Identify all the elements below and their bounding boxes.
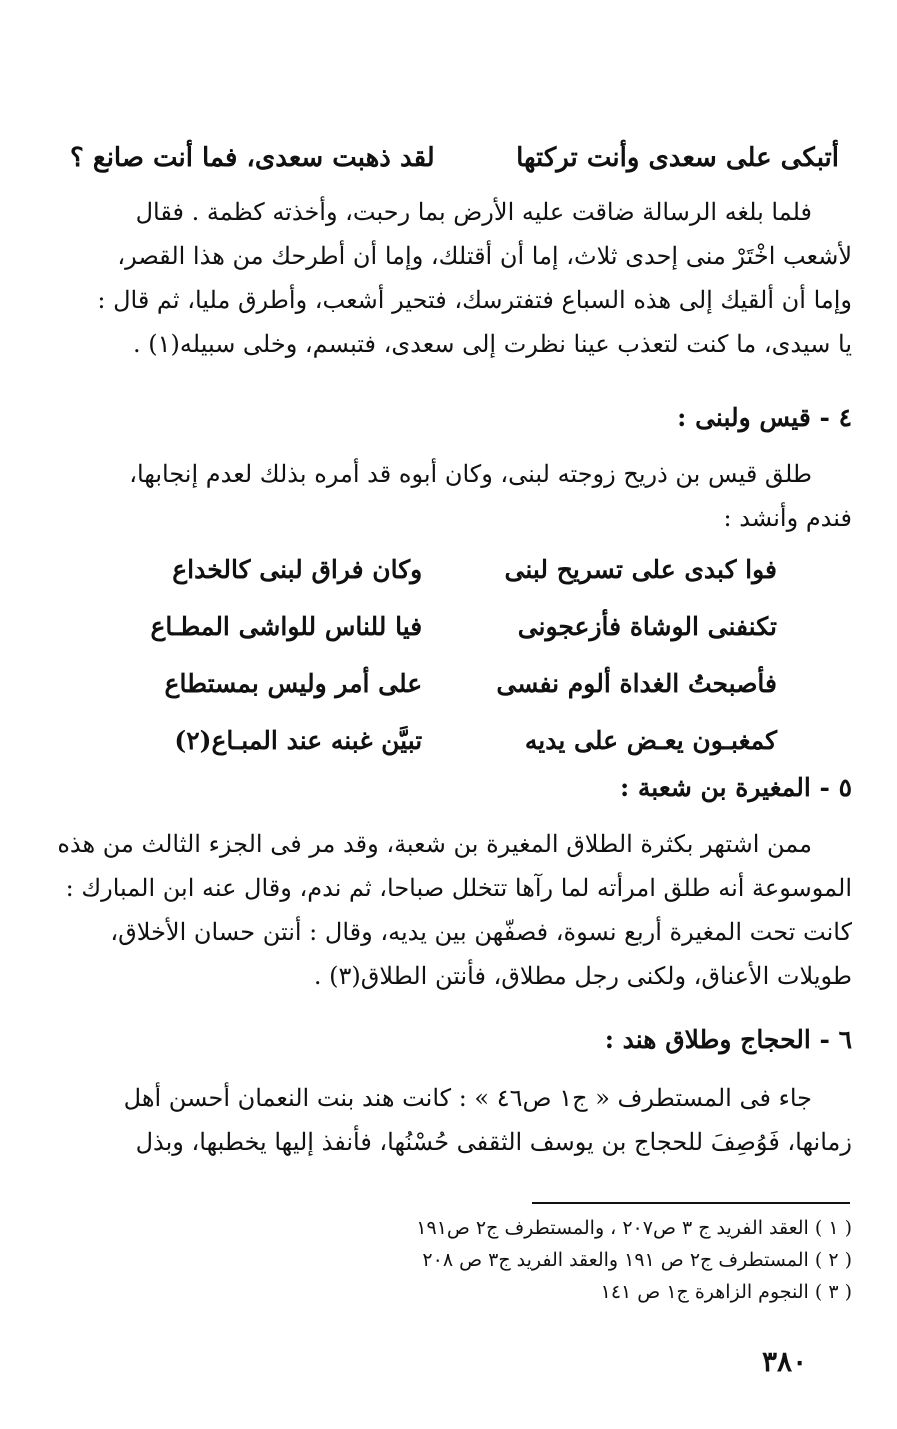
section-heading-6: ٦ - الحجاج وطلاق هند : [604, 1025, 852, 1054]
paragraph-qays [45, 452, 852, 540]
section-heading-5: ٥ - المغيرة بن شعبة : [619, 773, 852, 802]
poem-second-hemistich: تبيَّن غبنه عند المبـاع(٢) [174, 726, 423, 755]
footnote: ( ٣ ) النجوم الزاهرة ج١ ص ١٤١ [600, 1281, 852, 1303]
poem-verse [120, 664, 777, 721]
section-heading-4: ٤ - قيس ولبنى : [677, 403, 852, 432]
paragraph-line: طلق قيس بن ذريح زوجته لبنى، وكان أبوه قد أمره بذلك لعدم إنجابها، [129, 460, 812, 488]
poem-first-hemistich: تكنفنى الوشاة فأزعجونى [517, 612, 777, 641]
poem-second-hemistich: فيا للناس للواشى المطـاع [150, 612, 423, 641]
paragraph-line: لأشعب اخْتَرْ منى إحدى ثلاث، إما أن أقتلك، وإما أن أطرحك من هذا القصر، [117, 242, 852, 270]
paragraph-ashab [45, 190, 852, 366]
paragraph-line: الموسوعة أنه طلق امرأته لما رآها تتخلل صباحا، ثم ندم، وقال عنه ابن المبارك : [65, 874, 852, 902]
poem-verse [120, 607, 777, 664]
poem-verse [120, 550, 777, 607]
poem-second-hemistich: وكان فراق لبنى كالخداع [172, 555, 423, 584]
paragraph-line: طويلات الأعناق، ولكنى رجل مطلاق، فأنتن الطلاق(٣) . [313, 962, 852, 990]
poem [120, 550, 777, 778]
verse-first-hemistich: أتبكى على سعدى وأنت تركتها [516, 143, 839, 173]
paragraph-line: كانت تحت المغيرة أربع نسوة، فصفّهن بين يديه، وقال : أنتن حسان الأخلاق، [110, 918, 852, 946]
paragraph-line: ممن اشتهر بكثرة الطلاق المغيرة بن شعبة، وقد مر فى الجزء الثالث من هذه [57, 830, 812, 858]
paragraph-line: فندم وأنشد : [723, 504, 852, 532]
footnotes [300, 1212, 852, 1308]
poem-first-hemistich: كمغبـون يعـض على يديه [524, 726, 777, 755]
poem-second-hemistich: على أمر وليس بمستطاع [164, 669, 423, 698]
paragraph-line: زمانها، فَوُصِفَ للحجاج بن يوسف الثقفى حُسْنُها، فأنفذ إليها يخطبها، وبذل [135, 1128, 852, 1156]
footnote: ( ٢ ) المستطرف ج٢ ص ١٩١ والعقد الفريد ج٣ ص ٢٠٨ [422, 1249, 852, 1271]
page-number: ٣٨٠ [762, 1345, 808, 1378]
paragraph-line: فلما بلغه الرسالة ضاقت عليه الأرض بما رحبت، وأخذته كظمة . فقال [135, 198, 812, 226]
footnote: ( ١ ) العقد الفريد ج ٣ ص٢٠٧ ، والمستطرف ج٢ ص١٩١ [416, 1217, 852, 1239]
poem-first-hemistich: فأصبحتُ الغداة ألوم نفسى [496, 669, 777, 698]
paragraph-line: يا سيدى، ما كنت لتعذب عينا نظرت إلى سعدى، فتبسم، وخلى سبيله(١) . [133, 330, 852, 358]
paragraph-line: جاء فى المستطرف « ج١ ص٤٦ » : كانت هند بنت النعمان أحسن أهل [123, 1084, 812, 1112]
opening-verse [70, 138, 839, 178]
poem-first-hemistich: فوا كبدى على تسريح لبنى [504, 555, 777, 584]
footnote-separator [532, 1202, 850, 1204]
verse-second-hemistich: لقد ذهبت سعدى، فما أنت صانع ؟ [70, 143, 435, 173]
paragraph-hajjaj [45, 1076, 852, 1164]
paragraph-line: وإما أن ألقيك إلى هذه السباع فتفترسك، فتحير أشعب، وأطرق مليا، ثم قال : [97, 286, 852, 314]
paragraph-mughira [45, 822, 852, 998]
